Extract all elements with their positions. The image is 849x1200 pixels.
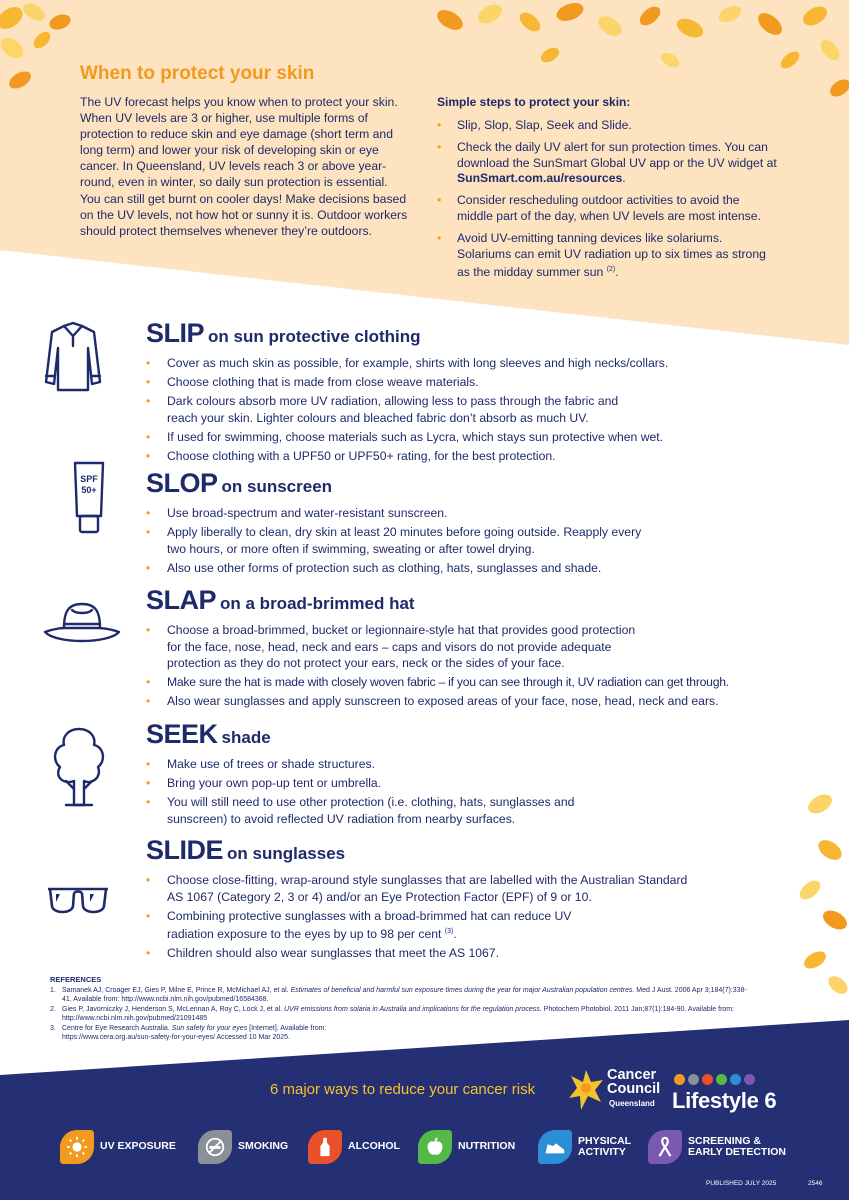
- slap-list: [146, 622, 786, 710]
- category-label: PHYSICAL ACTIVITY: [578, 1134, 632, 1158]
- seek-subheading: shade: [221, 728, 271, 747]
- category-bottle: [308, 1130, 400, 1164]
- list-item: • Slip, Slop, Slap, Seek and Slide.: [437, 118, 777, 134]
- slop-heading: SLOP: [146, 468, 218, 498]
- category-label: NUTRITION: [458, 1140, 516, 1153]
- steps-list: [437, 118, 777, 287]
- list-item: • Cover as much skin as possible, for example, shirts with long sleeves and high necks/collars.: [146, 355, 786, 372]
- slop-subheading: on sunscreen: [221, 477, 333, 496]
- list-item: • Choose clothing that is made from close weave materials.: [146, 374, 786, 391]
- sunglasses-icon: [46, 884, 110, 918]
- list-item: • Also use other forms of protection such as clothing, hats, sunglasses and shade.: [146, 560, 786, 577]
- seek-list: [146, 756, 786, 827]
- cancer-council-daffodil-icon: [567, 1068, 605, 1114]
- list-item: • Choose a broad-brimmed, bucket or legionnaire-style hat that provides good protection for the face, nose, head, neck and ears – caps and visors do not provide adequate protection as they do not protect your ears, neck or the sides of your face.: [146, 622, 646, 672]
- list-item: • Make use of trees or shade structures.: [146, 756, 786, 773]
- list-item: • Dark colours absorb more UV radiation, allowing less to pass through the fabric and reach your skin. Lighter colours and bleached fabric don’t absorb as much UV.: [146, 393, 651, 426]
- sun-icon: [60, 1130, 94, 1164]
- leaves-decoration-left: [0, 0, 80, 110]
- bottle-icon: [308, 1130, 342, 1164]
- ribbon-icon: [648, 1130, 682, 1164]
- list-item: • Choose clothing with a UPF50 or UPF50+ rating, for the best protection.: [146, 448, 786, 465]
- cancer-council-subtitle: Queensland: [609, 1099, 655, 1108]
- published-date: PUBLISHED JULY 2025: [706, 1180, 777, 1187]
- document-code: 2546: [808, 1180, 823, 1187]
- list-item: • Avoid UV-emitting tanning devices like solariums. Solariums can emit UV radiation up to six times as strong as the midday summer sun $^{(2)}$.: [437, 231, 777, 281]
- sunscreen-icon: [72, 460, 106, 536]
- slop-list: [146, 505, 786, 576]
- category-apple: [418, 1130, 515, 1164]
- lifestyle6-icons: [674, 1074, 755, 1085]
- reference-marker: (3): [444, 928, 454, 936]
- references-heading: REFERENCES: [50, 975, 102, 984]
- list-item: • You will still need to use other protection (i.e. clothing, hats, sunglasses and sunscreen) to avoid reflected UV radiation from nearby surfaces.: [146, 794, 616, 827]
- lifestyle6-logo: Lifestyle 6: [672, 1088, 777, 1113]
- slip-section: [146, 318, 786, 467]
- slip-subheading: on sun protective clothing: [208, 327, 421, 346]
- slip-heading: SLIP: [146, 318, 205, 348]
- sunsmart-link[interactable]: SunSmart.com.au/resources: [457, 171, 623, 186]
- references: [50, 975, 750, 1043]
- list-item: • Bring your own pop-up tent or umbrella.: [146, 775, 786, 792]
- list-item: • Choose close-fitting, wrap-around style sunglasses that are labelled with the Australian Standard AS 1067 (Category 2, 3 or 4) and/or an Eye Protection Factor (EPF) of 9 or 10.: [146, 872, 706, 905]
- tree-icon: [50, 725, 108, 809]
- slide-section: [146, 835, 786, 964]
- slap-heading: SLAP: [146, 585, 217, 615]
- slide-subheading: on sunglasses: [227, 844, 346, 863]
- list-item: • Apply liberally to clean, dry skin at least 20 minutes before going outside. Reapply every two hours, or more often if swimming, sweating or after towel drying.: [146, 524, 651, 557]
- list-item: • Children should also wear sunglasses that meet the AS 1067.: [146, 945, 786, 962]
- leaves-decoration-side: [790, 790, 849, 1000]
- no-smoking-icon: [198, 1130, 232, 1164]
- category-no-smoking: [198, 1130, 288, 1164]
- shoe-icon: [538, 1130, 572, 1164]
- tagline: 6 major ways to reduce your cancer risk: [270, 1081, 536, 1098]
- list-item: • Also wear sunglasses and apply sunscreen to exposed areas of your face, nose, head, neck and ears.: [146, 693, 786, 710]
- category-shoe: [538, 1130, 631, 1164]
- slide-heading: SLIDE: [146, 835, 224, 865]
- seek-section: [146, 719, 786, 830]
- list-item: • Combining protective sunglasses with a broad-brimmed hat can reduce UV radiation exposure to the eyes by up to 98 per cent $^{(3)}$.: [146, 908, 606, 943]
- shirt-icon: [42, 320, 104, 394]
- reference-marker: (2): [606, 266, 616, 274]
- slap-subheading: on a broad-brimmed hat: [220, 594, 415, 613]
- slop-section: [146, 468, 786, 579]
- category-label: SMOKING: [238, 1140, 289, 1153]
- hat-icon: [42, 598, 122, 650]
- list-item: • Make sure the hat is made with closely woven fabric – if you can see through it, UV radiation can get through.: [146, 674, 786, 691]
- list-item: • Check the daily UV alert for sun protection times. You can download the SunSmart Global UV app or the UV widget at SunSmart.com.au/resources.: [437, 140, 777, 187]
- slip-list: [146, 355, 786, 464]
- steps-heading: Simple steps to protect your skin:: [437, 95, 631, 109]
- category-label: ALCOHOL: [348, 1140, 400, 1153]
- page-title: When to protect your skin: [80, 63, 315, 84]
- reference-item: 2. Gies P, Javorniczky J, Henderson S, McLennan A, Roy C, Lock J, et al. UVR emissions from solaria in Australia and implications for the regulation process. Photochem Photobiol. 2011 Jan;87(1):184-90. Available from: http://www.ncbi.nlm.nih.gov/pubmed/21091485: [50, 1006, 735, 1022]
- slide-list: [146, 872, 786, 962]
- list-item: • Use broad-spectrum and water-resistant sunscreen.: [146, 505, 786, 522]
- reference-item: 1. Samanek AJ, Croager EJ, Gies P, Milne E, Prince R, McMichael AJ, et al. Estimates of beneficial and harmful sun exposure times during the year for major Australian population centres. Med J Aust. 2006 Apr 3;184(7):338-41. Available from: http://www.ncbi.nlm.nih.gov/pubmed/16584368.: [50, 987, 747, 1003]
- svg-text:50+: 50+: [81, 485, 97, 495]
- category-label: SCREENING & EARLY DETECTION: [688, 1134, 787, 1158]
- seek-heading: SEEK: [146, 719, 218, 749]
- category-label: UV EXPOSURE: [100, 1140, 176, 1153]
- apple-icon: [418, 1130, 452, 1164]
- intro-paragraph: The UV forecast helps you know when to protect your skin. When UV levels are 3 or higher, use multiple forms of protection to reduce skin and eye damage (short term and long term) and lower your risk of developing skin or eye cancer. In Queensland, UV levels reach 3 or above year-round, even in winter, so daily sun protection is essential. You can still get burnt on cooler days! Make decisions based on the UV levels, not how hot or sunny it is. Outdoor workers should protect themselves whenever they’re outdoors.: [80, 95, 408, 238]
- slap-section: [146, 585, 786, 712]
- svg-text:SPF: SPF: [80, 474, 98, 484]
- list-item: • Consider rescheduling outdoor activities to avoid the middle part of the day, when UV levels are most intense.: [437, 193, 777, 225]
- list-item: • If used for swimming, choose materials such as Lycra, which stays sun protective when wet.: [146, 429, 786, 446]
- references-list: [50, 986, 750, 1042]
- category-ribbon: [648, 1130, 786, 1164]
- cancer-council-logo: Cancer Council: [607, 1067, 661, 1097]
- reference-item: 3. Centre for Eye Research Australia. Sun safety for your eyes [Internet]. Available from: https://www.cera.org.au/sun-safety-for-your-eyes/ Accessed 10 Mar 2025.: [50, 1025, 327, 1041]
- category-sun: [60, 1130, 176, 1164]
